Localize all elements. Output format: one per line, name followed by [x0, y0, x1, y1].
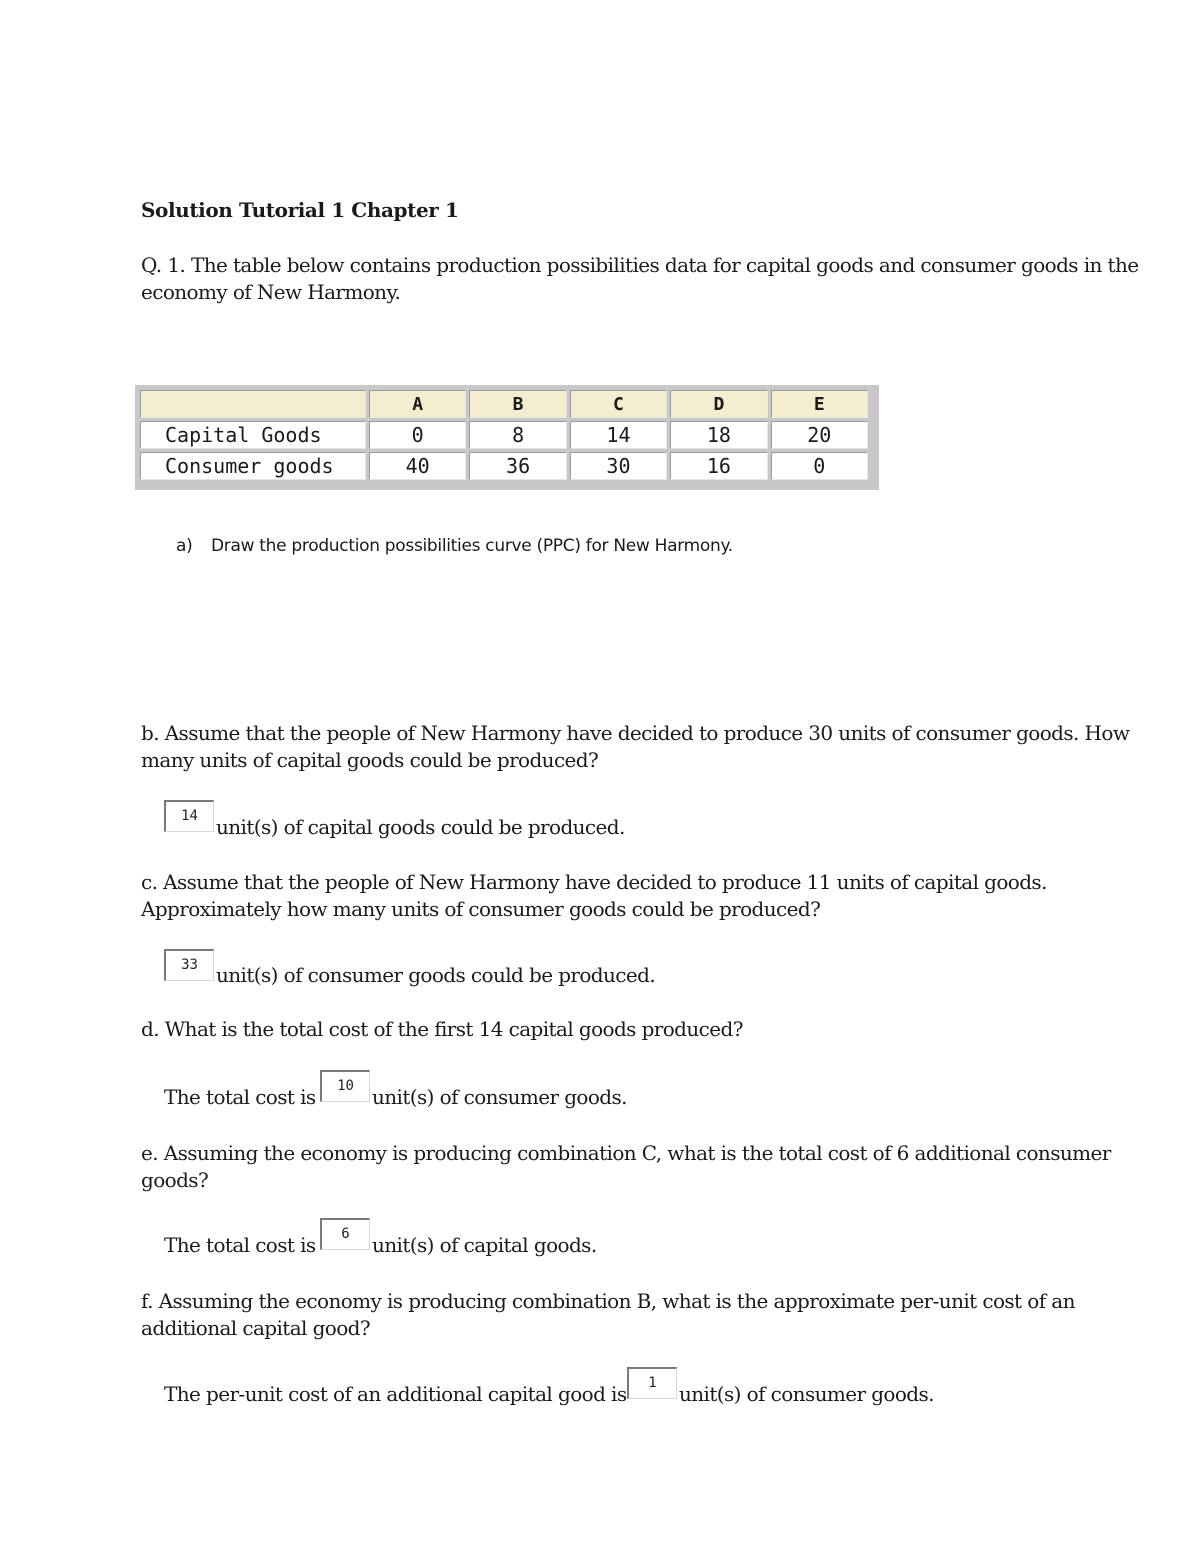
table-header-cell: C — [570, 390, 667, 418]
table-cell: 18 — [670, 421, 767, 449]
part-f-question — [141, 1288, 1075, 1342]
part-a-letter: a) — [176, 536, 193, 556]
part-a — [176, 536, 733, 556]
part-b-line-2: many units of capital goods could be produced? — [141, 748, 599, 772]
table-cell: 36 — [469, 452, 566, 480]
page-title: Solution Tutorial 1 Chapter 1 — [141, 198, 459, 222]
row-label-capital-goods: Capital Goods — [140, 421, 366, 449]
row-label-consumer-goods: Consumer goods — [140, 452, 366, 480]
table-header-cell: D — [670, 390, 767, 418]
table-header-cell: E — [771, 390, 868, 418]
question-1-line-1: Q. 1. The table below contains production possibilities data for capital goods and consumer goods in the — [141, 253, 1139, 277]
part-c-question — [141, 869, 1047, 923]
part-b-answer-suffix: unit(s) of capital goods could be produced. — [216, 815, 625, 839]
part-d-answer-box[interactable]: 10 — [320, 1070, 370, 1102]
table-header-cell — [140, 390, 366, 418]
part-f-line-1: f. Assuming the economy is producing combination B, what is the approximate per-unit cost of an — [141, 1289, 1075, 1313]
part-e-question — [141, 1140, 1111, 1194]
table-row — [140, 452, 868, 480]
question-1-intro — [141, 252, 1139, 306]
table-cell: 30 — [570, 452, 667, 480]
part-e-answer-suffix: unit(s) of capital goods. — [372, 1233, 597, 1257]
part-e-line-1: e. Assuming the economy is producing combination C, what is the total cost of 6 additional consumer — [141, 1141, 1111, 1165]
part-b-line-1: b. Assume that the people of New Harmony have decided to produce 30 units of consumer goods. How — [141, 721, 1130, 745]
part-b-question — [141, 720, 1129, 774]
part-e-answer-prefix: The total cost is — [164, 1233, 316, 1257]
part-f-answer-box[interactable]: 1 — [627, 1367, 677, 1399]
part-e-line-2: goods? — [141, 1168, 209, 1192]
part-d-answer-suffix: unit(s) of consumer goods. — [372, 1085, 627, 1109]
part-d-answer-prefix: The total cost is — [164, 1085, 316, 1109]
part-f-answer-suffix: unit(s) of consumer goods. — [679, 1382, 934, 1406]
table-header-cell: A — [369, 390, 466, 418]
table-row — [140, 421, 868, 449]
part-e-answer-box[interactable]: 6 — [320, 1218, 370, 1250]
table-cell: 8 — [469, 421, 566, 449]
part-a-text: Draw the production possibilities curve (PPC) for New Harmony. — [211, 536, 733, 556]
table-cell: 14 — [570, 421, 667, 449]
part-b-answer-box[interactable]: 14 — [164, 800, 214, 832]
part-f-line-2: additional capital good? — [141, 1316, 371, 1340]
table-cell: 0 — [369, 421, 466, 449]
part-c-answer-box[interactable]: 33 — [164, 949, 214, 981]
production-possibilities-table — [135, 385, 879, 490]
part-f-answer-prefix: The per-unit cost of an additional capital good is — [164, 1382, 627, 1406]
table-header-row — [140, 390, 868, 418]
part-c-line-1: c. Assume that the people of New Harmony have decided to produce 11 units of capital goods. — [141, 870, 1047, 894]
part-d-question: d. What is the total cost of the first 14 capital goods produced? — [141, 1017, 743, 1041]
part-c-line-2: Approximately how many units of consumer goods could be produced? — [141, 897, 821, 921]
question-1-line-2: economy of New Harmony. — [141, 280, 401, 304]
part-c-answer-suffix: unit(s) of consumer goods could be produced. — [216, 963, 656, 987]
table-cell: 0 — [771, 452, 868, 480]
table-cell: 20 — [771, 421, 868, 449]
table-cell: 40 — [369, 452, 466, 480]
table-header-cell: B — [469, 390, 566, 418]
table-cell: 16 — [670, 452, 767, 480]
